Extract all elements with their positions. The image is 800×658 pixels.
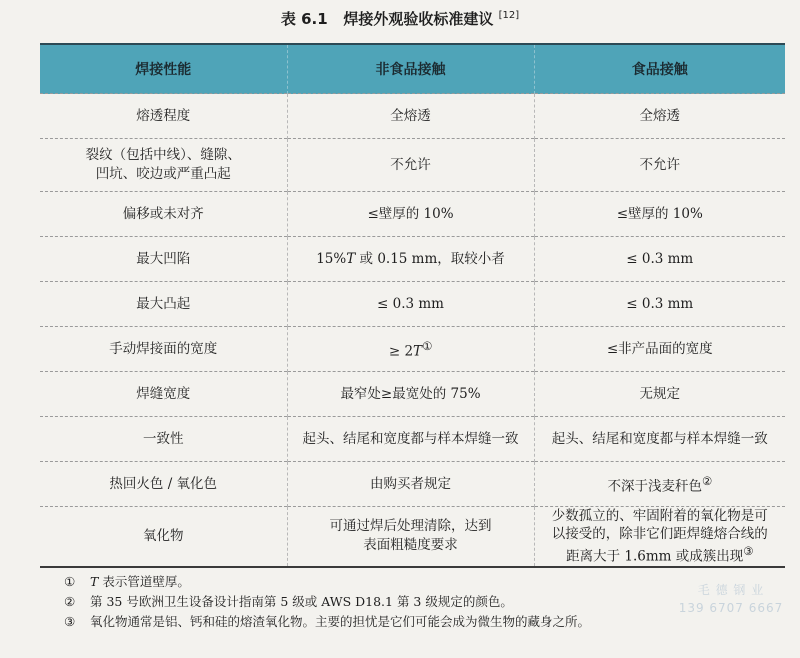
value-line: 可通过焊后处理清除，达到 (329, 518, 492, 535)
table-caption (0, 8, 800, 32)
cell-nonfood (287, 327, 534, 372)
cell-nonfood: ≤壁厚的 10% (287, 192, 534, 237)
cell-food: ≤非产品面的宽度 (534, 327, 785, 372)
cell-property: 裂纹（包括中线）、缝隙、凹坑、咬边或严重凸起 (40, 139, 287, 192)
footnote-ref: ① (422, 339, 433, 353)
table-row (40, 417, 785, 462)
cell-nonfood: 由购买者规定 (287, 462, 534, 507)
cell-nonfood (287, 237, 534, 282)
table-row (40, 327, 785, 372)
caption-label: 表 6.1 (280, 10, 328, 28)
cell-property: 偏移或未对齐 (40, 192, 287, 237)
cell-nonfood: ≤ 0.3 mm (287, 282, 534, 327)
variable-t: T (413, 343, 423, 360)
cell-property: 手动焊接面的宽度 (40, 327, 287, 372)
value-text: 或 0.15 mm，取较小者 (355, 250, 505, 267)
watermark-line: 毛 德 钢 业 (697, 583, 765, 597)
footnote-body: 表示管道壁厚。 (98, 574, 190, 589)
value-text: 不深于浅麦秆色 (607, 478, 702, 495)
table-row (40, 282, 785, 327)
table-row (40, 237, 785, 282)
cell-food: 无规定 (534, 372, 785, 417)
value-line: 表面粗糙度要求 (363, 537, 458, 554)
footnote-number: ① (64, 574, 76, 589)
watermark-line: 139 6707 6667 (678, 601, 784, 615)
cell-property: 一致性 (40, 417, 287, 462)
caption-title: 焊接外观验收标准建议 (343, 10, 494, 28)
table-row (40, 372, 785, 417)
header-nonfood: 非食品接触 (287, 44, 534, 94)
value-text: 15% (316, 250, 347, 267)
weld-criteria-table (40, 43, 785, 568)
cell-food: ≤壁厚的 10% (534, 192, 785, 237)
cell-property: 最大凸起 (40, 282, 287, 327)
footnote-ref: ③ (743, 545, 754, 558)
variable-t: T (90, 574, 99, 589)
header-row (40, 44, 785, 94)
cell-property: 热回火色 / 氧化色 (40, 462, 287, 507)
footnote-number: ② (64, 594, 76, 609)
table-row (40, 192, 785, 237)
header-property: 焊接性能 (40, 44, 287, 94)
table-row (40, 139, 785, 192)
cell-food: ≤ 0.3 mm (534, 237, 785, 282)
cell-property: 熔透程度 (40, 94, 287, 139)
variable-t: T (346, 250, 356, 267)
cell-food: 全熔透 (534, 94, 785, 139)
footnote-text: 氧化物通常是铝、钙和硅的熔渣氧化物。主要的担忧是它们可能会成为微生物的藏身之所。 (90, 614, 591, 629)
cell-nonfood: 全熔透 (287, 94, 534, 139)
value-line: 距离大于 1.6mm 或成簇出现 (566, 548, 744, 565)
table-row (40, 94, 785, 139)
value-text: ≥ 2 (388, 343, 414, 360)
cell-nonfood: 起头、结尾和宽度都与样本焊缝一致 (287, 417, 534, 462)
cell-property: 氧化物 (40, 507, 287, 567)
footnote-text: 第 35 号欧洲卫生设备设计指南第 5 级或 AWS D18.1 第 3 级规定的颜色。 (90, 594, 513, 609)
table-row (40, 507, 785, 567)
footnote-number: ③ (64, 614, 76, 629)
cell-food: 起头、结尾和宽度都与样本焊缝一致 (534, 417, 785, 462)
footnote-text (90, 572, 190, 592)
cell-food: 不允许 (534, 139, 785, 192)
table-row (40, 462, 785, 507)
cell-nonfood: 不允许 (287, 139, 534, 192)
cell-nonfood (287, 507, 534, 567)
caption-ref: [12] (498, 10, 520, 21)
cell-food: ≤ 0.3 mm (534, 282, 785, 327)
footnote-ref: ② (701, 474, 713, 488)
value-line: 少数孤立的、牢固附着的氧化物是可 (551, 508, 768, 524)
cell-food (534, 507, 785, 567)
cell-food (534, 462, 785, 507)
header-food: 食品接触 (534, 44, 785, 94)
cell-property: 焊缝宽度 (40, 372, 287, 417)
value-line: 以接受的，除非它们距焊缝熔合线的 (551, 526, 768, 542)
cell-property: 最大凹陷 (40, 237, 287, 282)
cell-nonfood: 最窄处≥最宽处的 75% (287, 372, 534, 417)
watermark (676, 581, 786, 617)
